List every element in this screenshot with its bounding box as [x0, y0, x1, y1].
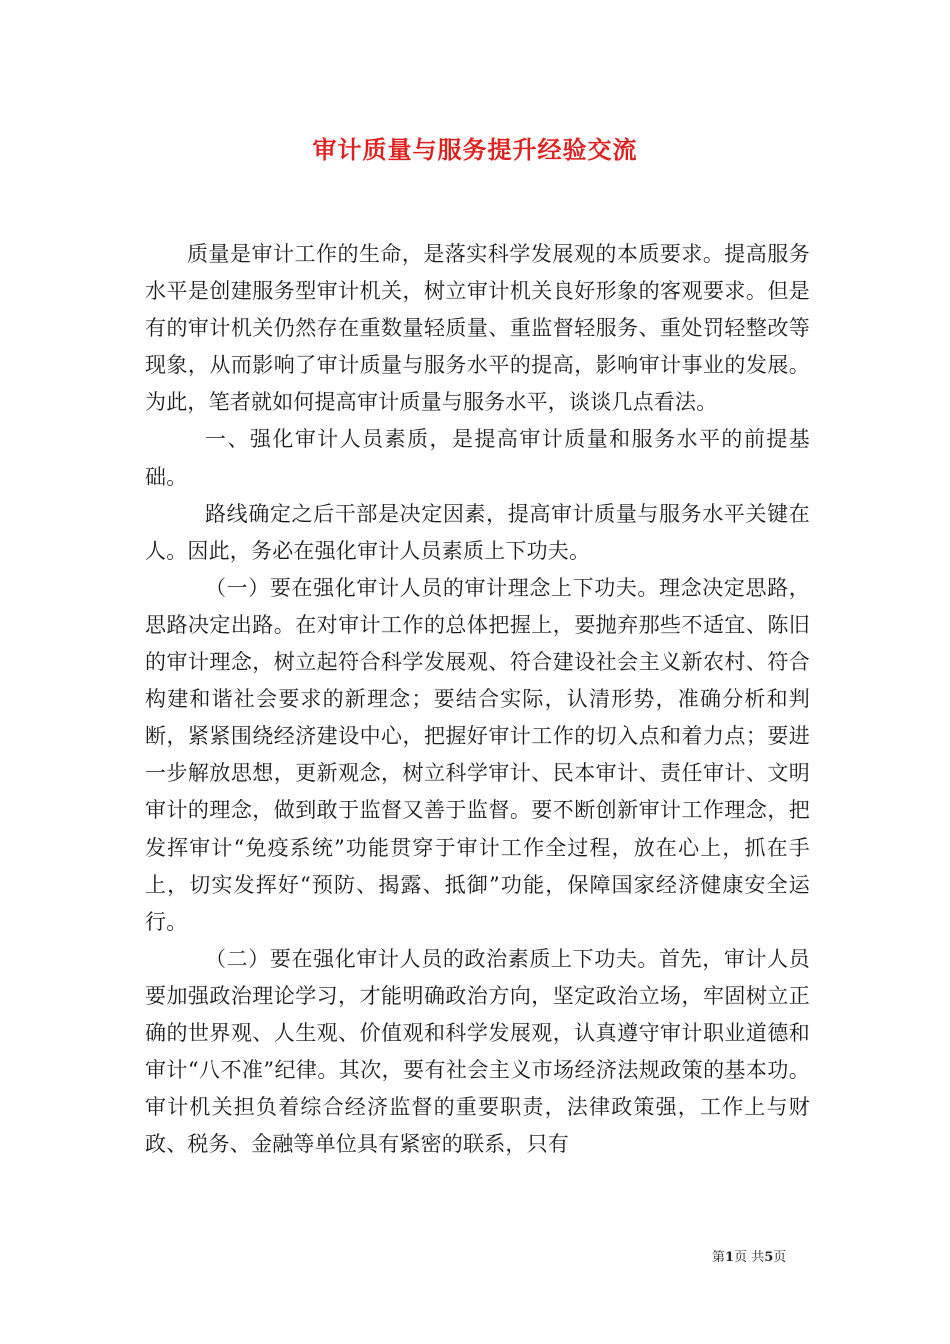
footer-prefix: 第 [712, 1250, 726, 1265]
footer-current-page: 1 [725, 1250, 735, 1265]
paragraph-subsection-1: （一）要在强化审计人员的审计理念上下功夫。理念决定思路，思路决定出路。在对审计工作的总体把握上，要抛弃那些不适宜、陈旧的审计理念，树立起符合科学发展观、符合建设社会主义新农村、符合构建和谐社会要求的新理念；要结合实际，认清形势，准确分析和判断，紧紧围绕经济建设中心，把握好审计工作的切入点和着力点；要进一步解放思想，更新观念，树立科学审计、民本审计、责任审计、文明审计的理念，做到敢于监督又善于监督。要不断创新审计工作理念，把发挥审计“免疫系统”功能贯穿于审计工作全过程，放在心上，抓在手上，切实发挥好“预防、揭露、抵御”功能，保障国家经济健康安全运行。 [145, 575, 810, 934]
paragraph-section-1-heading: 一、强化审计人员素质，是提高审计质量和服务水平的前提基础。 [145, 427, 810, 489]
footer-suffix: 页 [773, 1250, 787, 1265]
footer-total-pages: 5 [764, 1250, 774, 1265]
paragraph-intro: 质量是审计工作的生命，是落实科学发展观的本质要求。提高服务水平是创建服务型审计机关，树立审计机关良好形象的客观要求。但是有的审计机关仍然存在重数量轻质量、重监督轻服务、重处罚轻整改等现象，从而影响了审计质量与服务水平的提高，影响审计事业的发展。为此，笔者就如何提高审计质量与服务水平，谈谈几点看法。 [145, 242, 810, 415]
paragraph-subsection-2: （二）要在强化审计人员的政治素质上下功夫。首先，审计人员要加强政治理论学习，才能明确政治方向，坚定政治立场，牢固树立正确的世界观、人生观、价值观和科学发展观，认真遵守审计职业道德和审计“八不准”纪律。其次，要有社会主义市场经济法规政策的基本功。审计机关担负着综合经济监督的重要职责，法律政策强，工作上与财政、税务、金融等单位具有紧密的联系，只有 [145, 946, 810, 1157]
paragraph-section-1-body: 路线确定之后干部是决定因素，提高审计质量与服务水平关键在人。因此，务必在强化审计人员素质上下功夫。 [145, 501, 810, 563]
footer-middle: 页 共 [734, 1250, 765, 1265]
document-title: 审计质量与服务提升经验交流 [312, 135, 638, 164]
document-body [145, 236, 810, 1163]
page-number-footer [712, 1250, 786, 1266]
